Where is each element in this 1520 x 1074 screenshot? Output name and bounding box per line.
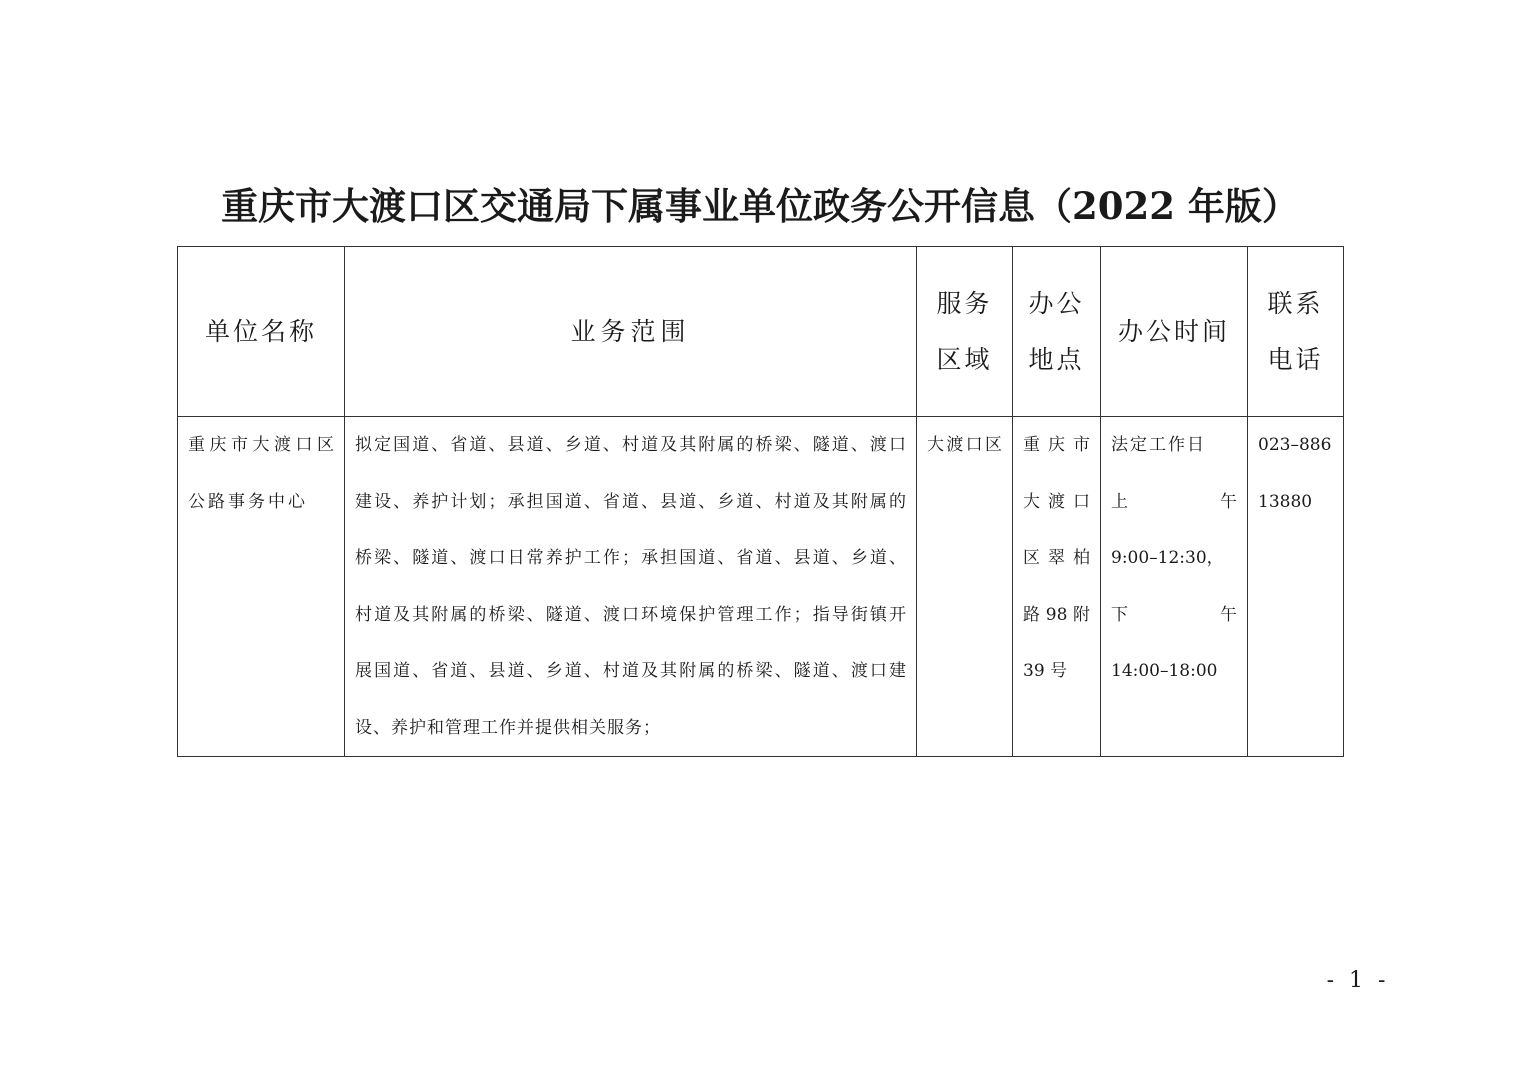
business-scope-line: 设、养护和管理工作并提供相关服务； bbox=[355, 717, 661, 738]
header-office-hours: 办公时间 bbox=[1101, 247, 1248, 417]
business-scope-line: 桥梁、隧道、渡口日常养护工作；承担国道、省道、县道、乡道、 bbox=[355, 548, 906, 568]
table-row bbox=[178, 417, 1344, 757]
header-service-area-line-2: 区域 bbox=[936, 344, 993, 374]
office-hours-line: 9:00–12:30， bbox=[1111, 548, 1224, 568]
header-contact-phone-line-1: 联系 bbox=[1267, 288, 1324, 318]
contact-phone-line: 023–886 bbox=[1258, 435, 1332, 455]
header-service-area bbox=[917, 247, 1013, 417]
page-number: - 1 - bbox=[1326, 968, 1390, 993]
header-unit-name: 单位名称 bbox=[178, 247, 345, 417]
page-title: 重庆市大渡口区交通局下属事业单位政务公开信息（2022 年版） bbox=[221, 184, 1299, 228]
header-contact-phone-line-2: 电话 bbox=[1267, 344, 1324, 374]
header-contact-phone bbox=[1248, 247, 1344, 417]
office-location-line: 39 号 bbox=[1023, 661, 1068, 681]
cell-contact-phone bbox=[1248, 417, 1344, 757]
office-hours-line: 14:00–18:00 bbox=[1111, 661, 1218, 681]
business-scope-line: 村道及其附属的桥梁、隧道、渡口环境保护管理工作；指导街镇开 bbox=[355, 604, 906, 625]
header-office-location bbox=[1013, 247, 1101, 417]
cell-office-hours bbox=[1101, 417, 1248, 757]
office-hours-line: 下午 bbox=[1111, 604, 1237, 625]
office-hours-line: 法定工作日 bbox=[1111, 435, 1206, 455]
header-office-location-line-1: 办公 bbox=[1028, 288, 1085, 318]
business-scope-line: 展国道、省道、县道、乡道、村道及其附属的桥梁、隧道、渡口建 bbox=[355, 661, 906, 681]
header-row bbox=[178, 247, 1344, 417]
business-scope-line: 拟定国道、省道、县道、乡道、村道及其附属的桥梁、隧道、渡口 bbox=[355, 435, 906, 455]
unit-name-line: 重庆市大渡口区 bbox=[188, 435, 334, 455]
unit-name-line: 公路事务中心 bbox=[188, 491, 308, 512]
cell-unit-name bbox=[178, 417, 345, 757]
office-location-line: 区翠柏 bbox=[1023, 548, 1090, 568]
office-location-line: 大渡口 bbox=[1023, 491, 1090, 512]
cell-office-location bbox=[1013, 417, 1101, 757]
cell-business-scope bbox=[345, 417, 917, 757]
cell-service-area bbox=[917, 417, 1013, 757]
office-location-line: 路 98 附 bbox=[1023, 604, 1090, 625]
info-table bbox=[177, 246, 1344, 757]
service-area-text: 大渡口区 bbox=[927, 435, 1002, 455]
header-business-scope: 业务范围 bbox=[345, 247, 917, 417]
contact-phone-line: 13880 bbox=[1258, 491, 1313, 512]
header-office-location-line-2: 地点 bbox=[1028, 344, 1085, 374]
header-service-area-line-1: 服务 bbox=[936, 288, 993, 318]
business-scope-line: 建设、养护计划；承担国道、省道、县道、乡道、村道及其附属的 bbox=[355, 491, 906, 512]
office-location-line: 重庆市 bbox=[1023, 435, 1090, 455]
office-hours-line: 上午 bbox=[1111, 491, 1237, 512]
